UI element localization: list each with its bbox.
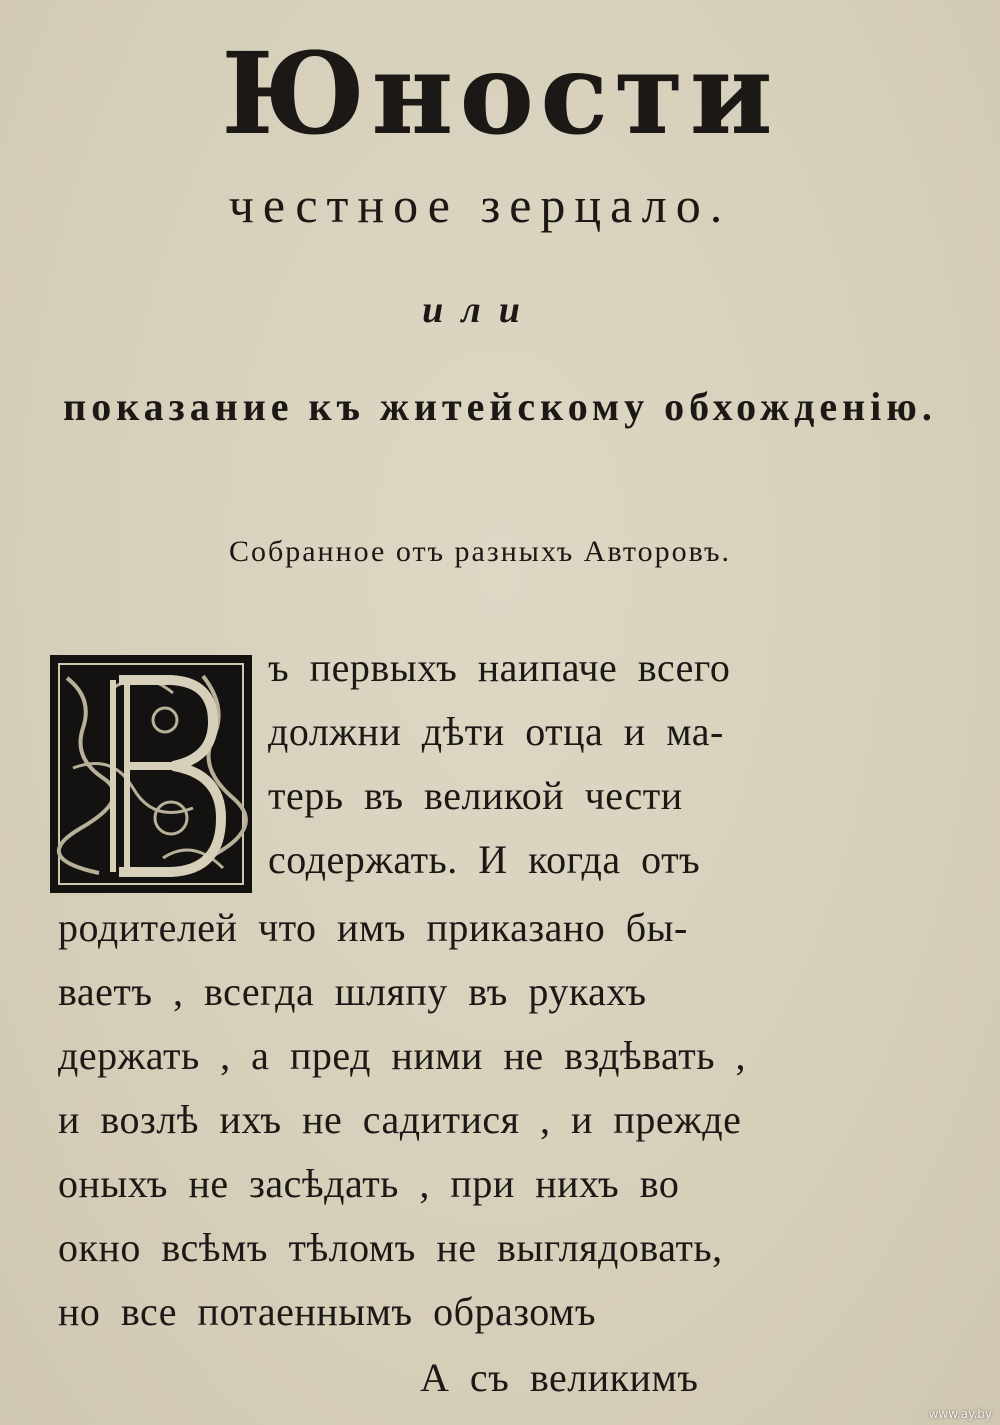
body-line-6: ваетъ , всегда шляпу въ рукахъ bbox=[58, 969, 647, 1014]
collected-note: Собранное отъ разныхъ Авторовъ. bbox=[228, 535, 732, 568]
body-line-11: но все потаеннымъ образомъ bbox=[58, 1289, 596, 1334]
body-line-7: держать , а пред ними не вздѣвать , bbox=[58, 1033, 746, 1078]
body-line-1: ъ первыхъ наипаче всего bbox=[268, 645, 731, 690]
title-continuation: показание къ житейскому обхожденію. bbox=[63, 384, 937, 429]
body-line-8: и возлѣ ихъ не садитися , и прежде bbox=[58, 1097, 742, 1142]
drop-cap-letter bbox=[53, 890, 54, 891]
body-line-10: окно всѣмъ тѣломъ не выглядовать, bbox=[58, 1225, 723, 1270]
page-title: Юности bbox=[221, 29, 779, 160]
body-line-3: терь въ великой чести bbox=[268, 773, 683, 818]
body-line-5: родителей что имъ приказано бы- bbox=[58, 905, 688, 950]
body-line-4: содержать. И когда отъ bbox=[268, 837, 701, 882]
body-line-2: должни дѣти отца и ма- bbox=[268, 709, 724, 754]
body-line-9: оныхъ не засѣдать , при нихъ во bbox=[58, 1161, 680, 1206]
drop-cap-illustration bbox=[50, 655, 252, 893]
body-line-12: А съ великимъ bbox=[420, 1355, 699, 1400]
page-subtitle: честное зерцало. bbox=[228, 177, 732, 233]
conjunction-or: или bbox=[422, 289, 538, 331]
watermark: www.ay.by bbox=[928, 1407, 992, 1421]
